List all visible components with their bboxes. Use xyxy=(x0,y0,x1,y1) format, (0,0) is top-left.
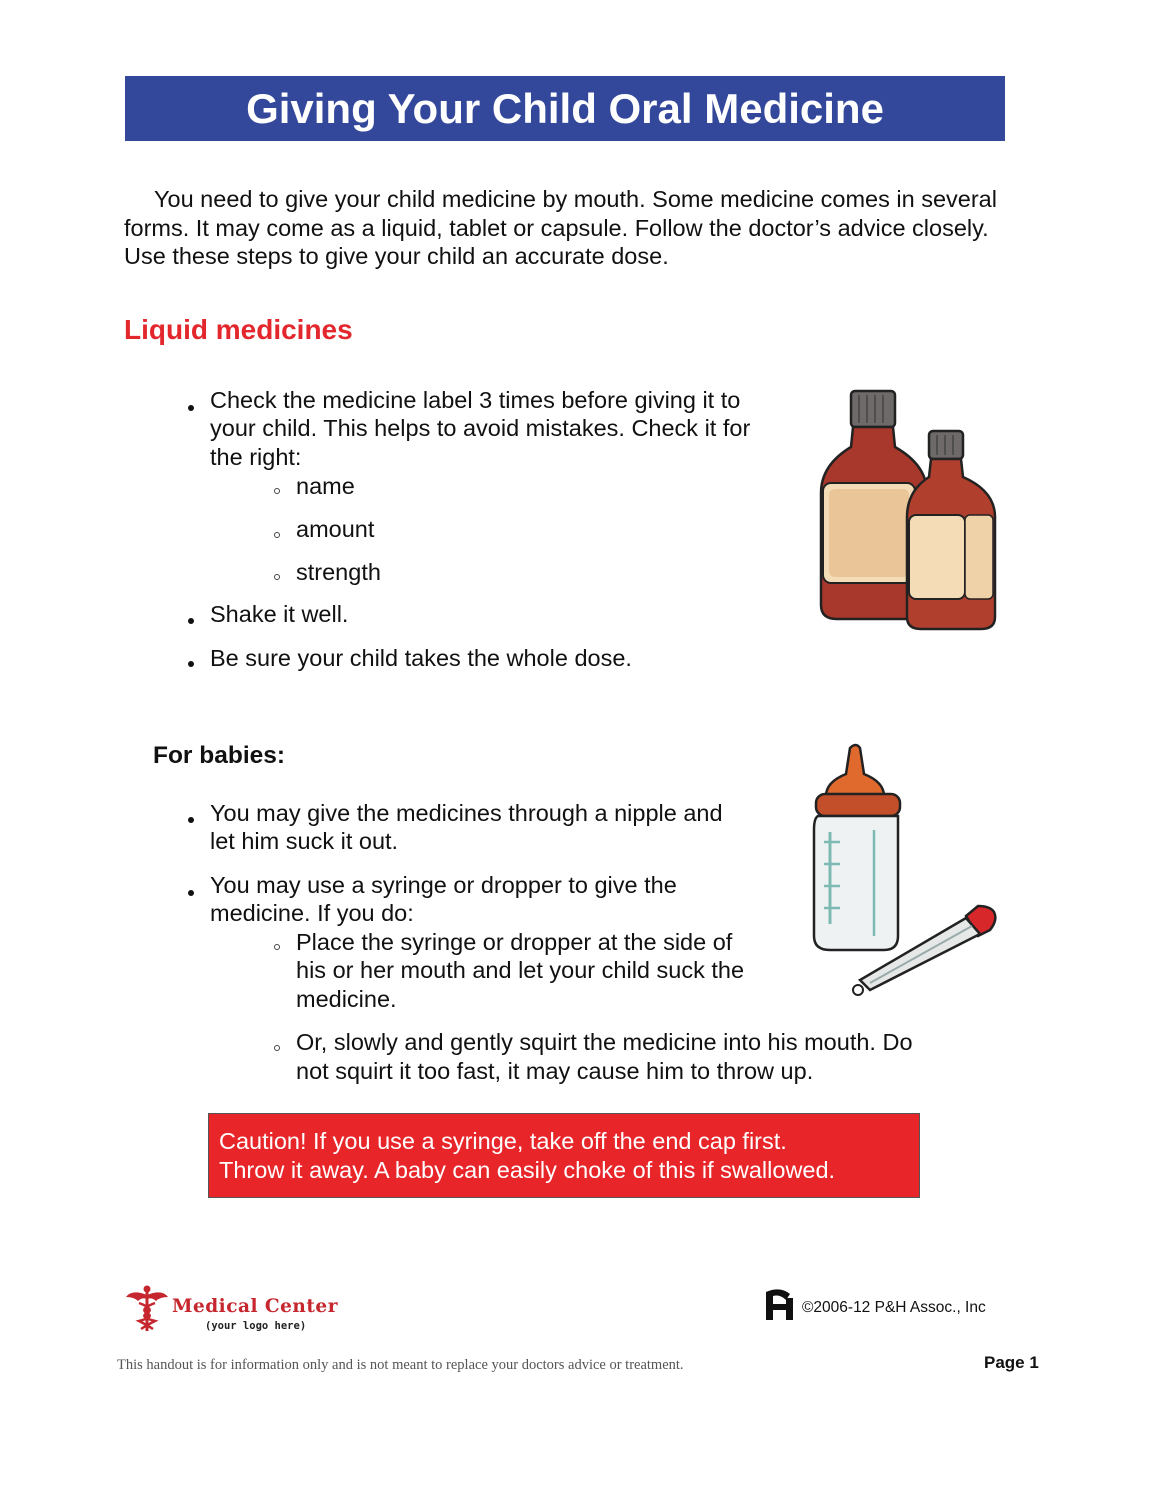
sub-bullet-icon xyxy=(274,574,280,580)
sub-list-item: strength xyxy=(296,559,381,585)
for-babies-heading: For babies: xyxy=(153,742,286,769)
logo-tagline: (your logo here) xyxy=(205,1320,307,1332)
list-item-line: let him suck it out. xyxy=(210,828,399,854)
logo-name: Medical Center xyxy=(172,1296,338,1317)
medicine-bottles-illustration xyxy=(815,385,1005,635)
bullet-icon xyxy=(188,890,194,896)
list-item-line: You may use a syringe or dropper to give the xyxy=(210,872,677,898)
sub-bullet-icon xyxy=(274,1045,280,1051)
sub-bullet-icon xyxy=(274,488,280,494)
list-item-line: the right: xyxy=(210,444,302,470)
intro-paragraph: You need to give your child medicine by mouth. Some medicine comes in several forms. It may come as a liquid, tablet or capsule. Follow the doctor’s advice closely. Use these steps to give your child an accurate dose. xyxy=(124,186,997,269)
copyright-text: ©2006-12 P&H Assoc., Inc xyxy=(802,1299,986,1316)
sub-list-item: name xyxy=(296,473,355,499)
list-item-line: medicine. If you do: xyxy=(210,900,414,926)
sub-list-item-line: Place the syringe or dropper at the side of xyxy=(296,929,733,955)
sub-list-item-line: Or, slowly and gently squirt the medicine into his mouth. Do xyxy=(296,1029,913,1055)
caduceus-logo-icon xyxy=(124,1283,170,1333)
list-item: Be sure your child takes the whole dose. xyxy=(210,645,632,671)
bullet-icon xyxy=(188,618,194,624)
disclaimer-text: This handout is for information only and is not meant to replace your doctors advice or treatment. xyxy=(117,1357,684,1373)
ph-publisher-logo-icon xyxy=(764,1288,796,1322)
list-item-line: You may give the medicines through a nipple and xyxy=(210,800,723,826)
sub-list-item-line: not squirt it too fast, it may cause him to throw up. xyxy=(296,1058,814,1084)
list-item: Shake it well. xyxy=(210,601,349,627)
caution-line: Caution! If you use a syringe, take off the end cap first. xyxy=(219,1128,787,1154)
sub-bullet-icon xyxy=(274,944,280,950)
bullet-icon xyxy=(188,405,194,411)
page-number: Page 1 xyxy=(984,1353,1039,1372)
sub-bullet-icon xyxy=(274,532,280,538)
caution-box xyxy=(208,1113,920,1198)
sub-list-item-line: his or her mouth and let your child suck the xyxy=(296,957,745,983)
liquid-medicines-heading: Liquid medicines xyxy=(124,314,353,345)
baby-bottle-dropper-illustration xyxy=(800,740,1005,1000)
bullet-icon xyxy=(188,661,194,667)
list-item-line: your child. This helps to avoid mistakes. Check it for xyxy=(210,415,751,441)
sub-list-item: amount xyxy=(296,516,375,542)
list-item-line: Check the medicine label 3 times before giving it to xyxy=(210,387,741,413)
caution-line: Throw it away. A baby can easily choke of this if swallowed. xyxy=(219,1157,836,1183)
page-title: Giving Your Child Oral Medicine xyxy=(125,76,1005,141)
sub-list-item-line: medicine. xyxy=(296,986,397,1012)
bullet-icon xyxy=(188,817,194,823)
